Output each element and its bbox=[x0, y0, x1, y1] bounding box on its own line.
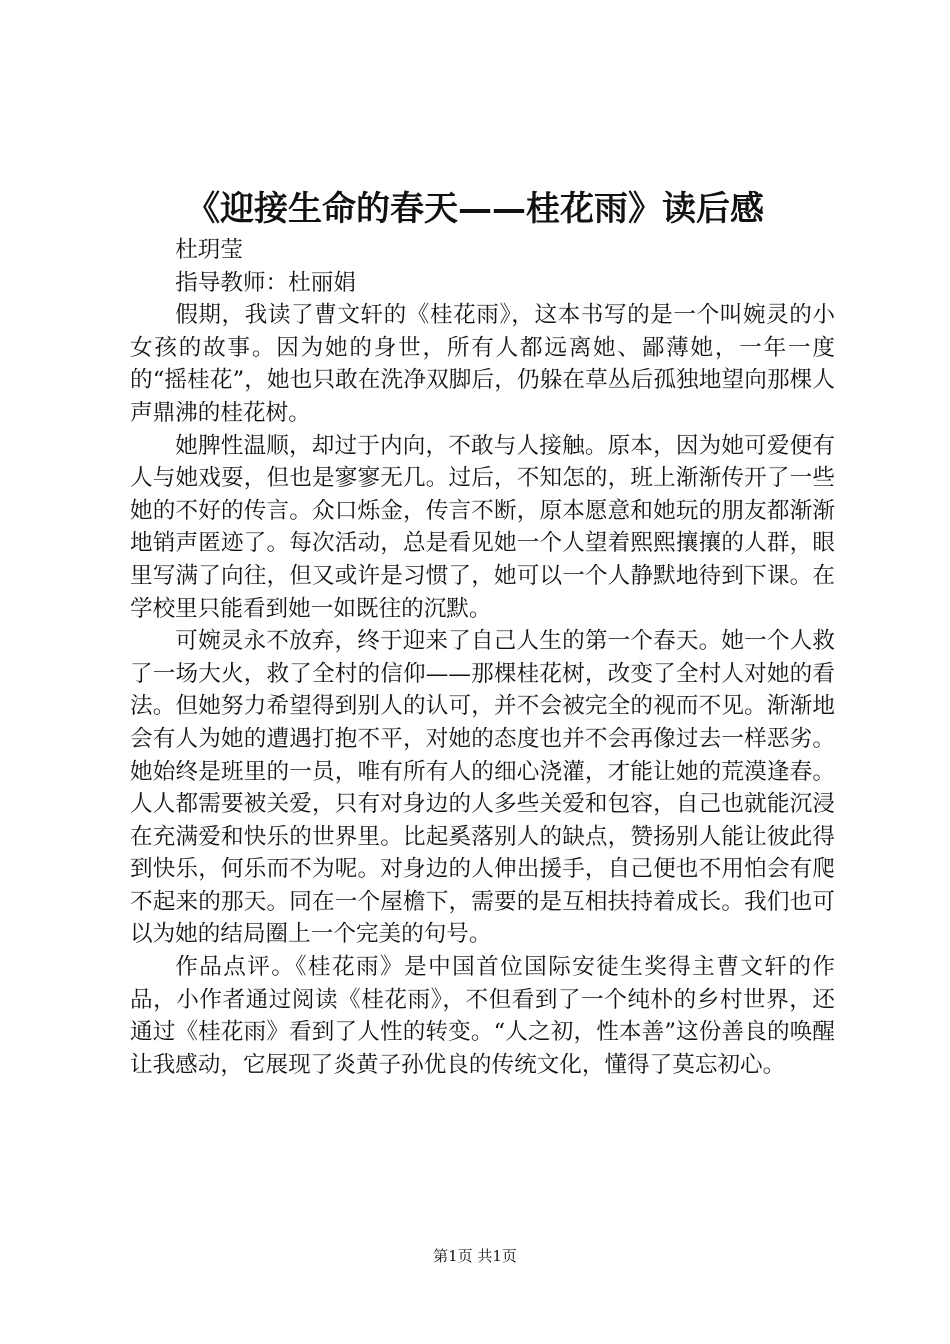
paragraph: 作品点评。《桂花雨》是中国首位国际安徒生奖得主曹文轩的作品，小作者通过阅读《桂花雨》，不但看到了一个纯朴的乡村世界，还通过《桂花雨》看到了人性的转变。“人之初，性本善”这份善良的唤醒让我感动，它展现了炎黄子孙优良的传统文化，懂得了莫忘初心。 bbox=[130, 954, 835, 1078]
paragraph: 可婉灵永不放弃，终于迎来了自己人生的第一个春天。她一个人救了一场大火，救了全村的信仰——那棵桂花树，改变了全村人对她的看法。但她努力希望得到别人的认可，并不会被完全的视而不见。渐渐地会有人为她的遭遇打抱不平，对她的态度也并不会再像过去一样恶劣。她始终是班里的一员，唯有所有人的细心浇灌，才能让她的荒漠逢春。人人都需要被关爱，只有对身边的人多些关爱和包容，自己也就能沉浸在充满爱和快乐的世界里。比起奚落别人的缺点，赞扬别人能让彼此得到快乐，何乐而不为呢。对身边的人伸出援手，自己便也不用怕会有爬不起来的那天。同在一个屋檐下，需要的是互相扶持着成长。我们也可以为她的结局圈上一个完美的句号。 bbox=[130, 628, 835, 948]
paragraph: 假期，我读了曹文轩的《桂花雨》，这本书写的是一个叫婉灵的小女孩的故事。因为她的身世，所有人都远离她、鄙薄她，一年一度的“摇桂花”，她也只敢在洗净双脚后，仍躲在草丛后孤独地望向那棵人声鼎沸的桂花树。 bbox=[130, 302, 835, 426]
document-body bbox=[130, 234, 835, 1081]
author-line: 杜玥莹 bbox=[175, 237, 243, 263]
page-footer: 第1页 共1页 bbox=[433, 1247, 517, 1265]
teacher-line: 指导教师：杜丽娟 bbox=[175, 269, 356, 296]
document-title: 《迎接生命的春天——桂花雨》读后感 bbox=[186, 189, 764, 229]
paragraph: 她脾性温顺，却过于内向，不敢与人接触。原本，因为她可爱便有人与她戏耍，但也是寥寥无几。过后，不知怎的，班上渐渐传开了一些她的不好的传言。众口烁金，传言不断，原本愿意和她玩的朋友都渐渐地销声匿迹了。每次活动，总是看见她一个人望着熙熙攘攘的人群，眼里写满了向往，但又或许是习惯了，她可以一个人静默地待到下课。在学校里只能看到她一如既往的沉默。 bbox=[130, 432, 835, 622]
